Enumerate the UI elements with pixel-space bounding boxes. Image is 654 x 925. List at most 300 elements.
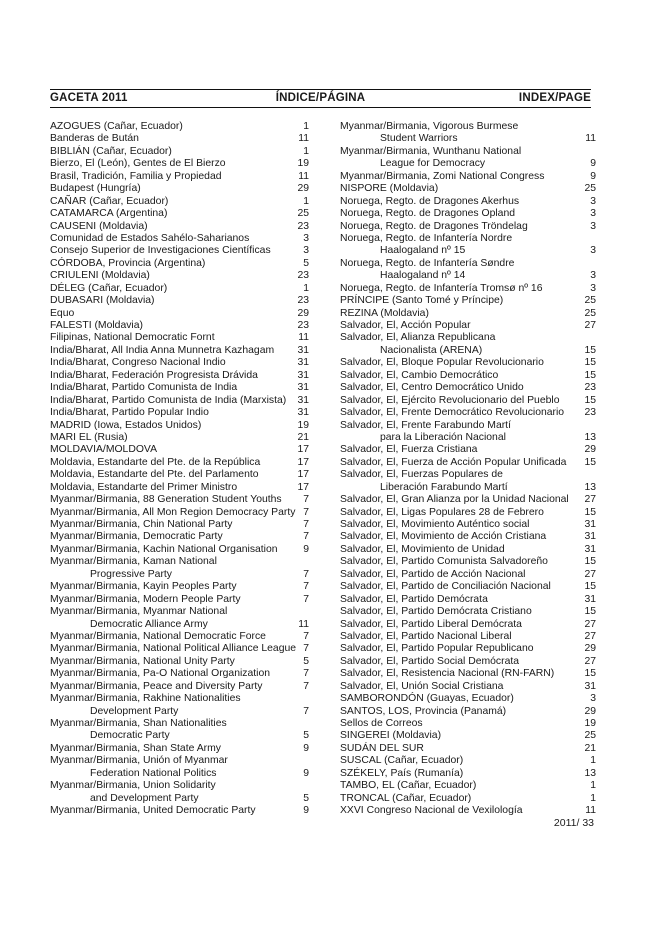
index-entry-page: 7 bbox=[303, 531, 309, 543]
index-entry-text: Myanmar/Birmania, Vigorous Burmese bbox=[340, 121, 519, 132]
index-entry-text: Myanmar/Birmania, Pa-O National Organization bbox=[50, 668, 271, 680]
index-entry bbox=[50, 171, 309, 183]
index-entry-page: 11 bbox=[585, 133, 596, 145]
index-entry-page: 7 bbox=[303, 506, 309, 518]
index-entry-page: 3 bbox=[590, 245, 596, 257]
index-entry-page: 9 bbox=[303, 767, 309, 779]
index-entry-text: Brasil, Tradición, Familia y Propiedad bbox=[50, 170, 222, 182]
index-entry-page: 27 bbox=[584, 568, 596, 580]
index-entry-page: 3 bbox=[590, 220, 596, 232]
index-entry-page: 31 bbox=[584, 680, 596, 692]
index-entry-text: and Development Party bbox=[90, 792, 199, 804]
index-entry-text: Salvador, El, Unión Social Cristiana bbox=[340, 680, 504, 692]
index-entry-text: Salvador, El, Fuerza de Acción Popular Unificada bbox=[340, 456, 567, 468]
index-entry-page: 31 bbox=[297, 357, 309, 369]
index-entry bbox=[50, 345, 309, 357]
index-entry-text: Myanmar/Birmania, Kaman National bbox=[50, 556, 217, 568]
index-entry bbox=[340, 556, 596, 568]
index-entry-text: India/Bharat, Federación Progresista Drávida bbox=[50, 369, 258, 381]
index-entry-page: 3 bbox=[303, 232, 309, 244]
index-entry-page: 7 bbox=[303, 680, 309, 692]
index-entry bbox=[50, 531, 309, 543]
index-entry bbox=[50, 643, 309, 655]
index-entry bbox=[340, 457, 596, 469]
index-entry-text: Liberación Farabundo Martí bbox=[380, 481, 508, 493]
index-entry-page: 21 bbox=[297, 431, 309, 443]
index-entry-text: Noruega, Regto. de Infantería Nordre bbox=[340, 232, 513, 244]
index-entry-page: 31 bbox=[297, 407, 309, 419]
index-entry-page: 1 bbox=[303, 282, 309, 294]
index-entry-text: Myanmar/Birmania, National Democratic Force bbox=[50, 630, 266, 642]
index-entry-text: Salvador, El, Centro Democrático Unido bbox=[340, 382, 524, 394]
index-entry-text: Banderas de Bután bbox=[50, 133, 139, 145]
index-entry-text: Student Warriors bbox=[380, 133, 458, 145]
index-entry-page: 15 bbox=[584, 456, 596, 468]
index-entry-text: Myanmar/Birmania, Union Solidarity bbox=[50, 780, 216, 792]
index-entry-text: Salvador, El, Partido Demócrata bbox=[340, 593, 488, 605]
index-entry bbox=[340, 494, 596, 506]
index-entry bbox=[340, 643, 596, 655]
index-entry-text: Salvador, El, Partido Comunista Salvadoreño bbox=[340, 556, 548, 568]
index-entry-text: REZINA (Moldavia) bbox=[340, 307, 429, 319]
index-entry-text: AZOGUES (Cañar, Ecuador) bbox=[50, 121, 183, 132]
index-entry-page: 9 bbox=[303, 543, 309, 555]
index-entry-page: 27 bbox=[584, 494, 596, 506]
index-entry-page: 3 bbox=[590, 208, 596, 220]
index-entry bbox=[340, 681, 596, 693]
index-entry-text: Salvador, El, Fuerzas Populares de bbox=[340, 469, 503, 481]
index-entry-text: BIBLIÁN (Cañar, Ecuador) bbox=[50, 145, 172, 157]
header-publication: GACETA 2011 bbox=[50, 92, 128, 104]
index-entry-page: 15 bbox=[584, 606, 596, 618]
index-entry-page: 17 bbox=[297, 456, 309, 468]
index-entry-text: Myanmar/Birmania, All Mon Region Democracy Party bbox=[50, 506, 296, 518]
index-entry bbox=[50, 332, 309, 344]
index-entry bbox=[340, 507, 596, 519]
index-entry-page: 5 bbox=[303, 730, 309, 742]
index-entry bbox=[50, 382, 309, 394]
index-entry bbox=[50, 780, 309, 792]
index-entry-text: Filipinas, National Democratic Fornt bbox=[50, 332, 215, 344]
index-entry-page: 19 bbox=[297, 158, 309, 170]
index-entry-page: 1 bbox=[590, 755, 596, 767]
index-entry-page: 15 bbox=[584, 581, 596, 593]
index-entry-text: Nacionalista (ARENA) bbox=[380, 344, 483, 356]
index-entry-text: Moldavia, Estandarte del Pte. del Parlamento bbox=[50, 469, 259, 481]
index-entry bbox=[340, 693, 596, 705]
index-entry-text: FALESTI (Moldavia) bbox=[50, 320, 143, 331]
index-entry-text: Salvador, El, Frente Democrático Revolucionario bbox=[340, 407, 565, 419]
index-entry-page: 11 bbox=[298, 618, 309, 630]
index-entry-text: Development Party bbox=[90, 705, 179, 717]
index-entry-text: India/Bharat, Partido Popular Indio bbox=[50, 407, 209, 419]
index-entry-page: 3 bbox=[303, 245, 309, 257]
index-entry-text: Budapest (Hungría) bbox=[50, 183, 141, 195]
index-entry bbox=[50, 544, 309, 556]
index-entry-text: Salvador, El, Cambio Democrático bbox=[340, 369, 499, 381]
index-entry-text: Salvador, El, Resistencia Nacional (RN-FARN) bbox=[340, 668, 555, 680]
index-entry-text: Moldavia, Estandarte del Primer Ministro bbox=[50, 481, 238, 493]
index-entry bbox=[340, 730, 596, 742]
index-entry-page: 9 bbox=[303, 805, 309, 817]
index-entry-text: Salvador, El, Fuerza Cristiana bbox=[340, 444, 478, 456]
header-section-title: ÍNDICE/PÁGINA bbox=[275, 92, 366, 104]
index-entry-page: 27 bbox=[584, 655, 596, 667]
index-entry-text: SINGEREI (Moldavia) bbox=[340, 730, 442, 742]
index-entry-page: 29 bbox=[297, 307, 309, 319]
index-entry bbox=[50, 407, 309, 419]
index-entry-page: 1 bbox=[303, 121, 309, 132]
index-entry-text: Equo bbox=[50, 307, 75, 319]
index-entry bbox=[340, 805, 596, 817]
index-entry bbox=[340, 171, 596, 183]
index-entry-page: 29 bbox=[584, 643, 596, 655]
index-entry bbox=[50, 494, 309, 506]
index-entry-text: Myanmar/Birmania, Chin National Party bbox=[50, 519, 233, 530]
index-entry-page: 7 bbox=[303, 581, 309, 593]
index-entry-page: 3 bbox=[590, 282, 596, 294]
index-entry bbox=[50, 308, 309, 320]
index-entry-text: Salvador, El, Partido Demócrata Cristiano bbox=[340, 606, 532, 618]
index-entry-page: 23 bbox=[297, 270, 309, 282]
index-entry-text: Salvador, El, Acción Popular bbox=[340, 320, 471, 331]
index-entry-page: 23 bbox=[584, 382, 596, 394]
index-entry bbox=[340, 631, 596, 643]
index-entry bbox=[340, 370, 596, 382]
index-entry-text: Sellos de Correos bbox=[340, 718, 423, 729]
index-entry-page: 31 bbox=[297, 382, 309, 394]
index-entry-page: 31 bbox=[584, 519, 596, 530]
index-entry-page: 7 bbox=[303, 494, 309, 506]
index-entry-page: 31 bbox=[584, 593, 596, 605]
index-entry bbox=[340, 295, 596, 307]
index-entry-page: 7 bbox=[303, 519, 309, 530]
index-entry bbox=[340, 283, 596, 295]
index-entry bbox=[340, 519, 596, 531]
index-entry-page: 15 bbox=[584, 506, 596, 518]
index-entry bbox=[50, 606, 309, 618]
index-entry-text: Salvador, El, Alianza Republicana bbox=[340, 332, 496, 344]
index-entry-text: Democratic Alliance Army bbox=[90, 618, 208, 630]
index-entry-page: 23 bbox=[297, 295, 309, 307]
index-entry-text: India/Bharat, All India Anna Munnetra Kazhagam bbox=[50, 344, 275, 356]
index-entry-text: Democratic Party bbox=[90, 730, 170, 742]
index-entry bbox=[50, 768, 309, 780]
index-entry-page: 31 bbox=[297, 344, 309, 356]
index-entry bbox=[50, 755, 309, 767]
index-entry bbox=[50, 444, 309, 456]
header-section-title-en: INDEX/PAGE bbox=[518, 92, 591, 104]
index-entry-page: 31 bbox=[584, 531, 596, 543]
index-entry-page: 25 bbox=[584, 307, 596, 319]
index-entry bbox=[340, 569, 596, 581]
index-entry bbox=[50, 507, 309, 519]
index-entry-text: League for Democracy bbox=[380, 158, 486, 170]
index-entry-text: India/Bharat, Partido Comunista de India bbox=[50, 382, 238, 394]
index-entry bbox=[50, 196, 309, 208]
page-header bbox=[50, 92, 591, 107]
index-entry bbox=[50, 581, 309, 593]
index-entry-page: 7 bbox=[303, 630, 309, 642]
index-entry-text: Salvador, El, Frente Farabundo Martí bbox=[340, 419, 511, 431]
index-entry-text: Myanmar/Birmania, Shan Nationalities bbox=[50, 718, 227, 729]
index-entry-page: 7 bbox=[303, 593, 309, 605]
index-entry-text: India/Bharat, Partido Comunista de India (Marxista) bbox=[50, 394, 287, 406]
index-entry-page: 23 bbox=[297, 220, 309, 232]
index-entry bbox=[340, 270, 596, 282]
index-entry bbox=[50, 370, 309, 382]
index-entry bbox=[340, 668, 596, 680]
index-entry bbox=[50, 793, 309, 805]
index-entry bbox=[340, 382, 596, 394]
index-entry bbox=[340, 121, 596, 133]
index-entry bbox=[50, 133, 309, 145]
index-entry-page: 27 bbox=[584, 618, 596, 630]
index-entry-page: 31 bbox=[297, 394, 309, 406]
index-entry-page: 13 bbox=[584, 431, 596, 443]
index-entry bbox=[340, 158, 596, 170]
index-entry bbox=[340, 208, 596, 220]
index-entry bbox=[50, 183, 309, 195]
index-entry-text: NISPORE (Moldavia) bbox=[340, 183, 439, 195]
index-entry-text: Haalogaland nº 15 bbox=[380, 245, 466, 257]
index-entry bbox=[340, 395, 596, 407]
index-entry-text: SUDÁN DEL SUR bbox=[340, 742, 424, 754]
index-entry-text: SAMBORONDÓN (Guayas, Ecuador) bbox=[340, 693, 514, 705]
index-entry bbox=[50, 457, 309, 469]
index-entry-text: Myanmar/Birmania, Unión of Myanmar bbox=[50, 755, 228, 767]
index-entry-page: 15 bbox=[584, 357, 596, 369]
index-entry-text: Federation National Politics bbox=[90, 767, 217, 779]
index-entry bbox=[340, 718, 596, 730]
index-entry bbox=[50, 482, 309, 494]
index-entry bbox=[50, 295, 309, 307]
index-entry-text: para la Liberación Nacional bbox=[380, 431, 506, 443]
index-entry-text: Salvador, El, Partido Social Demócrata bbox=[340, 655, 520, 667]
index-entry-text: Haalogaland nº 14 bbox=[380, 270, 466, 282]
index-entry-page: 3 bbox=[590, 195, 596, 207]
index-entry bbox=[50, 519, 309, 531]
index-entry-page: 9 bbox=[590, 158, 596, 170]
index-entry bbox=[340, 146, 596, 158]
header-top-rule bbox=[50, 89, 591, 90]
index-entry-page: 11 bbox=[298, 332, 309, 344]
index-entry-page: 9 bbox=[590, 170, 596, 182]
index-entry bbox=[340, 606, 596, 618]
index-entry-page: 5 bbox=[303, 655, 309, 667]
index-entry-text: MARI EL (Rusia) bbox=[50, 431, 128, 443]
index-entry-text: TAMBO, EL (Cañar, Ecuador) bbox=[340, 780, 477, 792]
index-entry-page: 19 bbox=[584, 718, 596, 729]
index-entry-page: 25 bbox=[584, 295, 596, 307]
index-entry-page: 9 bbox=[303, 742, 309, 754]
index-entry bbox=[50, 221, 309, 233]
index-entry bbox=[50, 656, 309, 668]
index-entry-text: Comunidad de Estados Sahélo-Saharianos bbox=[50, 232, 250, 244]
index-entry bbox=[340, 233, 596, 245]
index-entry bbox=[50, 743, 309, 755]
index-entry-text: Salvador, El, Movimiento de Acción Cristiana bbox=[340, 531, 547, 543]
index-entry-page: 27 bbox=[584, 320, 596, 331]
index-entry-text: Salvador, El, Partido Nacional Liberal bbox=[340, 630, 512, 642]
index-entry-page: 1 bbox=[303, 195, 309, 207]
index-entry-text: Salvador, El, Movimiento de Unidad bbox=[340, 543, 505, 555]
index-entry-text: Myanmar/Birmania, Peace and Diversity Party bbox=[50, 680, 263, 692]
index-entry-text: CRIULENI (Moldavia) bbox=[50, 270, 150, 282]
index-entry-page: 11 bbox=[298, 133, 309, 145]
index-entry-page: 1 bbox=[590, 780, 596, 792]
index-entry-page: 11 bbox=[585, 805, 596, 817]
index-entry-page: 5 bbox=[303, 257, 309, 269]
index-entry-page: 5 bbox=[303, 792, 309, 804]
index-entry-text: DÉLEG (Cañar, Ecuador) bbox=[50, 282, 168, 294]
index-entry bbox=[50, 706, 309, 718]
index-entry-text: CÓRDOBA, Provincia (Argentina) bbox=[50, 257, 206, 269]
index-entry bbox=[50, 121, 309, 133]
index-entry-text: Bierzo, El (León), Gentes de El Bierzo bbox=[50, 158, 226, 170]
index-entry-page: 19 bbox=[297, 419, 309, 431]
index-entry bbox=[340, 531, 596, 543]
index-entry-page: 7 bbox=[303, 705, 309, 717]
index-entry bbox=[340, 196, 596, 208]
index-entry bbox=[340, 245, 596, 257]
index-entry-page: 1 bbox=[303, 145, 309, 157]
index-entry-text: Myanmar/Birmania, 88 Generation Student Youths bbox=[50, 494, 282, 506]
index-entry-text: Myanmar/Birmania, Myanmar National bbox=[50, 606, 228, 618]
index-entry-text: Moldavia, Estandarte del Pte. de la República bbox=[50, 456, 261, 468]
index-entry-text: Myanmar/Birmania, Kayin Peoples Party bbox=[50, 581, 237, 593]
index-entry bbox=[340, 432, 596, 444]
index-entry-page: 15 bbox=[584, 556, 596, 568]
index-entry-page: 25 bbox=[584, 183, 596, 195]
index-entry bbox=[50, 395, 309, 407]
index-entry bbox=[340, 221, 596, 233]
index-entry-text: Noruega, Regto. de Dragones Akerhus bbox=[340, 195, 520, 207]
index-entry bbox=[50, 245, 309, 257]
index-entry bbox=[340, 258, 596, 270]
index-entry bbox=[50, 631, 309, 643]
index-entry bbox=[50, 283, 309, 295]
index-entry-page: 27 bbox=[584, 630, 596, 642]
index-entry-text: PRÍNCIPE (Santo Tomé y Príncipe) bbox=[340, 295, 504, 307]
index-entry bbox=[340, 308, 596, 320]
index-entry bbox=[50, 594, 309, 606]
index-entry-page: 1 bbox=[590, 792, 596, 804]
index-entry bbox=[340, 544, 596, 556]
index-entry-text: MADRID (Iowa, Estados Unidos) bbox=[50, 419, 202, 431]
index-entry-page: 29 bbox=[584, 444, 596, 456]
index-entry-text: Salvador, El, Ejército Revolucionario del Pueblo bbox=[340, 394, 560, 406]
index-entry bbox=[340, 357, 596, 369]
index-entry bbox=[340, 469, 596, 481]
page-number: 2011/ 33 bbox=[553, 817, 594, 829]
index-entry bbox=[340, 407, 596, 419]
index-entry bbox=[50, 258, 309, 270]
index-entry-text: MOLDAVIA/MOLDOVA bbox=[50, 444, 158, 456]
index-entry bbox=[340, 581, 596, 593]
index-entry-text: Salvador, El, Bloque Popular Revolucionario bbox=[340, 357, 544, 369]
index-entry-page: 21 bbox=[584, 742, 596, 754]
index-entry bbox=[50, 432, 309, 444]
index-entry bbox=[340, 706, 596, 718]
index-entry-text: India/Bharat, Congreso Nacional Indio bbox=[50, 357, 226, 369]
index-entry-text: Noruega, Regto. de Infantería Tromsø nº 16 bbox=[340, 282, 543, 294]
index-entry bbox=[50, 718, 309, 730]
index-entry bbox=[340, 420, 596, 432]
index-entry bbox=[50, 681, 309, 693]
index-entry bbox=[340, 183, 596, 195]
index-entry-text: Noruega, Regto. de Dragones Opland bbox=[340, 208, 516, 220]
index-entry-text: Salvador, El, Partido de Conciliación Nacional bbox=[340, 581, 551, 593]
index-entry bbox=[340, 619, 596, 631]
index-entry-text: CATAMARCA (Argentina) bbox=[50, 208, 168, 220]
index-entry-text: SANTOS, LOS, Provincia (Panamá) bbox=[340, 705, 507, 717]
index-entry bbox=[340, 743, 596, 755]
index-entry-text: Myanmar/Birmania, National Political Alliance League bbox=[50, 643, 297, 655]
index-entry-text: Myanmar/Birmania, United Democratic Party bbox=[50, 805, 256, 817]
index-entry-text: Consejo Superior de Investigaciones Científicas bbox=[50, 245, 271, 257]
index-entry bbox=[50, 146, 309, 158]
index-entry bbox=[50, 693, 309, 705]
index-entry bbox=[50, 619, 309, 631]
index-entry bbox=[340, 345, 596, 357]
index-entry-text: Salvador, El, Partido de Acción Nacional bbox=[340, 568, 526, 580]
index-entry bbox=[340, 656, 596, 668]
index-entry-page: 29 bbox=[297, 183, 309, 195]
index-entry-text: Salvador, El, Partido Liberal Demócrata bbox=[340, 618, 522, 630]
index-entry bbox=[50, 270, 309, 282]
index-entry bbox=[50, 668, 309, 680]
index-entry bbox=[340, 780, 596, 792]
index-entry bbox=[340, 332, 596, 344]
index-entry bbox=[50, 208, 309, 220]
index-entry-page: 31 bbox=[297, 369, 309, 381]
index-entry-text: Myanmar/Birmania, Kachin National Organisation bbox=[50, 543, 278, 555]
index-entry-text: Myanmar/Birmania, Rakhine Nationalities bbox=[50, 693, 241, 705]
index-entry-page: 13 bbox=[584, 767, 596, 779]
index-entry bbox=[50, 158, 309, 170]
index-entry-page: 11 bbox=[298, 170, 309, 182]
index-entry bbox=[50, 357, 309, 369]
index-entry bbox=[50, 730, 309, 742]
index-entry-text: DUBASARI (Moldavia) bbox=[50, 295, 155, 307]
index-entry-page: 23 bbox=[584, 407, 596, 419]
index-entry-text: Salvador, El, Gran Alianza por la Unidad Nacional bbox=[340, 494, 569, 506]
index-entry-page: 25 bbox=[584, 730, 596, 742]
index-entry-text: CAÑAR (Cañar, Ecuador) bbox=[50, 195, 169, 207]
index-entry-page: 31 bbox=[584, 543, 596, 555]
index-entry bbox=[50, 469, 309, 481]
index-entry bbox=[340, 793, 596, 805]
index-entry-text: CAUSENI (Moldavia) bbox=[50, 220, 148, 232]
index-entry-text: SUSCAL (Cañar, Ecuador) bbox=[340, 755, 464, 767]
index-entry-page: 15 bbox=[584, 344, 596, 356]
index-entry-text: Noruega, Regto. de Infantería Søndre bbox=[340, 257, 515, 269]
index-entry bbox=[50, 420, 309, 432]
index-entry-page: 7 bbox=[303, 643, 309, 655]
index-entry-text: SZÉKELY, País (Rumanía) bbox=[340, 767, 464, 779]
index-entry-page: 3 bbox=[590, 693, 596, 705]
index-entry bbox=[340, 482, 596, 494]
index-entry bbox=[340, 755, 596, 767]
index-entry bbox=[340, 133, 596, 145]
index-entry-text: Salvador, El, Movimiento Auténtico social bbox=[340, 519, 530, 530]
index-entry-text: Myanmar/Birmania, Zomi National Congress bbox=[340, 170, 545, 182]
index-entry-text: Myanmar/Birmania, Democratic Party bbox=[50, 531, 223, 543]
index-entry-page: 17 bbox=[297, 469, 309, 481]
index-entry bbox=[50, 320, 309, 332]
index-entry-text: Salvador, El, Ligas Populares 28 de Febrero bbox=[340, 506, 544, 518]
